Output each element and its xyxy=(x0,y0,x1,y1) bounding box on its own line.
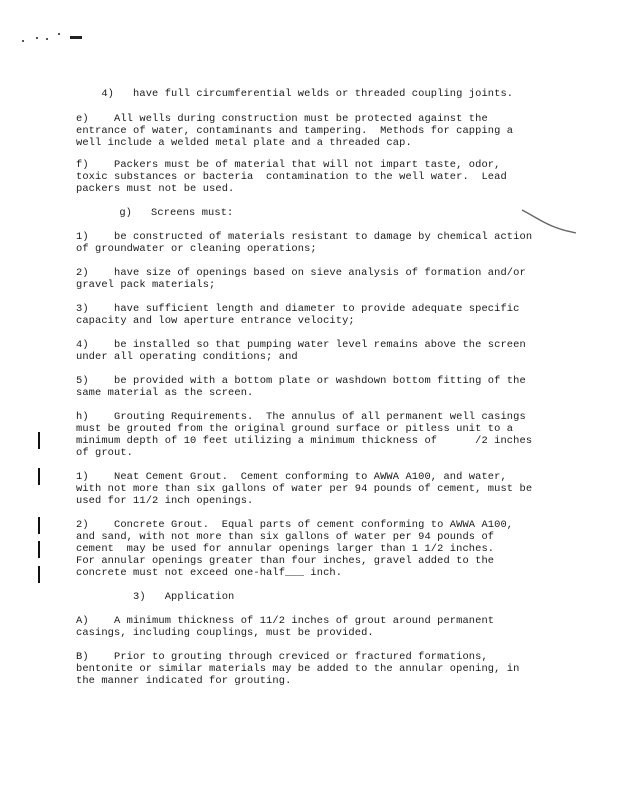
paragraph-h-line-1: h) Grouting Requirements. The annulus of all permanent well casings xyxy=(76,411,526,423)
screen-item-3-line-1: 3) have sufficient length and diameter to provide adequate specific xyxy=(76,303,520,315)
revision-bar xyxy=(38,468,40,485)
paragraph-e-line-1: e) All wells during construction must be protected against the xyxy=(76,113,488,125)
grout-item-1-line-1: 1) Neat Cement Grout. Cement conforming to AWWA A100, and water, xyxy=(76,471,507,483)
grout-item-1-line-2: with not more than six gallons of water per 94 pounds of cement, must be xyxy=(76,483,533,495)
screen-item-2-line-2: gravel pack materials; xyxy=(76,279,216,291)
grout-item-2-line-2: and sand, with not more than six gallons of water per 94 pounds of xyxy=(76,531,495,543)
paragraph-f-line-2: toxic substances or bacteria contamination to the well water. Lead xyxy=(76,171,507,183)
screen-item-4-line-2: under all operating conditions; and xyxy=(76,351,298,363)
paragraph-f-line-3: packers must not be used. xyxy=(76,183,235,195)
screen-item-1-line-1: 1) be constructed of materials resistant to damage by chemical action xyxy=(76,231,533,243)
application-a-line-2: casings, including couplings, must be provided. xyxy=(76,627,374,639)
screen-item-3-line-2: capacity and low aperture entrance velocity; xyxy=(76,315,355,327)
revision-bar xyxy=(38,541,40,558)
screen-item-2-line-1: 2) have size of openings based on sieve analysis of formation and/or xyxy=(76,267,526,279)
screen-item-5-line-2: same material as the screen. xyxy=(76,387,254,399)
scan-speck xyxy=(58,33,60,35)
revision-bar xyxy=(38,517,40,534)
grout-item-1-line-3: used for 11/2 inch openings. xyxy=(76,495,254,507)
application-b-line-1: B) Prior to grouting through creviced or fractured formations, xyxy=(76,651,488,663)
grout-item-2-line-3: cement may be used for annular openings larger than 1 1/2 inches. xyxy=(76,543,495,555)
heading-3-application: 3) Application xyxy=(76,591,235,603)
paragraph-e-line-3: well include a welded metal plate and a threaded cap. xyxy=(76,137,412,149)
paragraph-e-line-2: entrance of water, contaminants and tampering. Methods for capping a xyxy=(76,125,514,137)
paragraph-f-line-1: f) Packers must be of material that will not impart taste, odor, xyxy=(76,159,501,171)
scan-speck xyxy=(46,38,48,40)
paragraph-h-line-3: minimum depth of 10 feet utilizing a minimum thickness of /2 inches xyxy=(76,435,533,447)
scan-speck xyxy=(22,40,24,42)
screen-item-1-line-2: of groundwater or cleaning operations; xyxy=(76,243,317,255)
scan-speck xyxy=(36,37,38,39)
grout-item-2-line-1: 2) Concrete Grout. Equal parts of cement conforming to AWWA A100, xyxy=(76,519,514,531)
application-b-line-2: bentonite or similar materials may be added to the annular opening, in xyxy=(76,663,520,675)
revision-bar xyxy=(38,432,40,449)
revision-bar xyxy=(38,566,40,583)
application-b-line-3: the manner indicated for grouting. xyxy=(76,675,292,687)
paragraph-h-line-4: of grout. xyxy=(76,447,134,459)
paragraph-h-line-2: must be grouted from the original ground surface or pitless unit to a xyxy=(76,423,514,435)
screen-item-4-line-1: 4) be installed so that pumping water level remains above the screen xyxy=(76,339,526,351)
heading-g-screens: g) Screens must: xyxy=(94,207,234,219)
application-a-line-1: A) A minimum thickness of 11/2 inches of grout around permanent xyxy=(76,615,495,627)
screen-item-5-line-1: 5) be provided with a bottom plate or washdown bottom fitting of the xyxy=(76,375,526,387)
grout-item-2-line-5: concrete must not exceed one-half___ inch. xyxy=(76,567,343,579)
grout-item-2-line-4: For annular openings greater than four inches, gravel added to the xyxy=(76,555,495,567)
scan-mark xyxy=(70,36,82,39)
item-4-circumferential-welds: 4) have full circumferential welds or threaded coupling joints. xyxy=(76,88,514,100)
